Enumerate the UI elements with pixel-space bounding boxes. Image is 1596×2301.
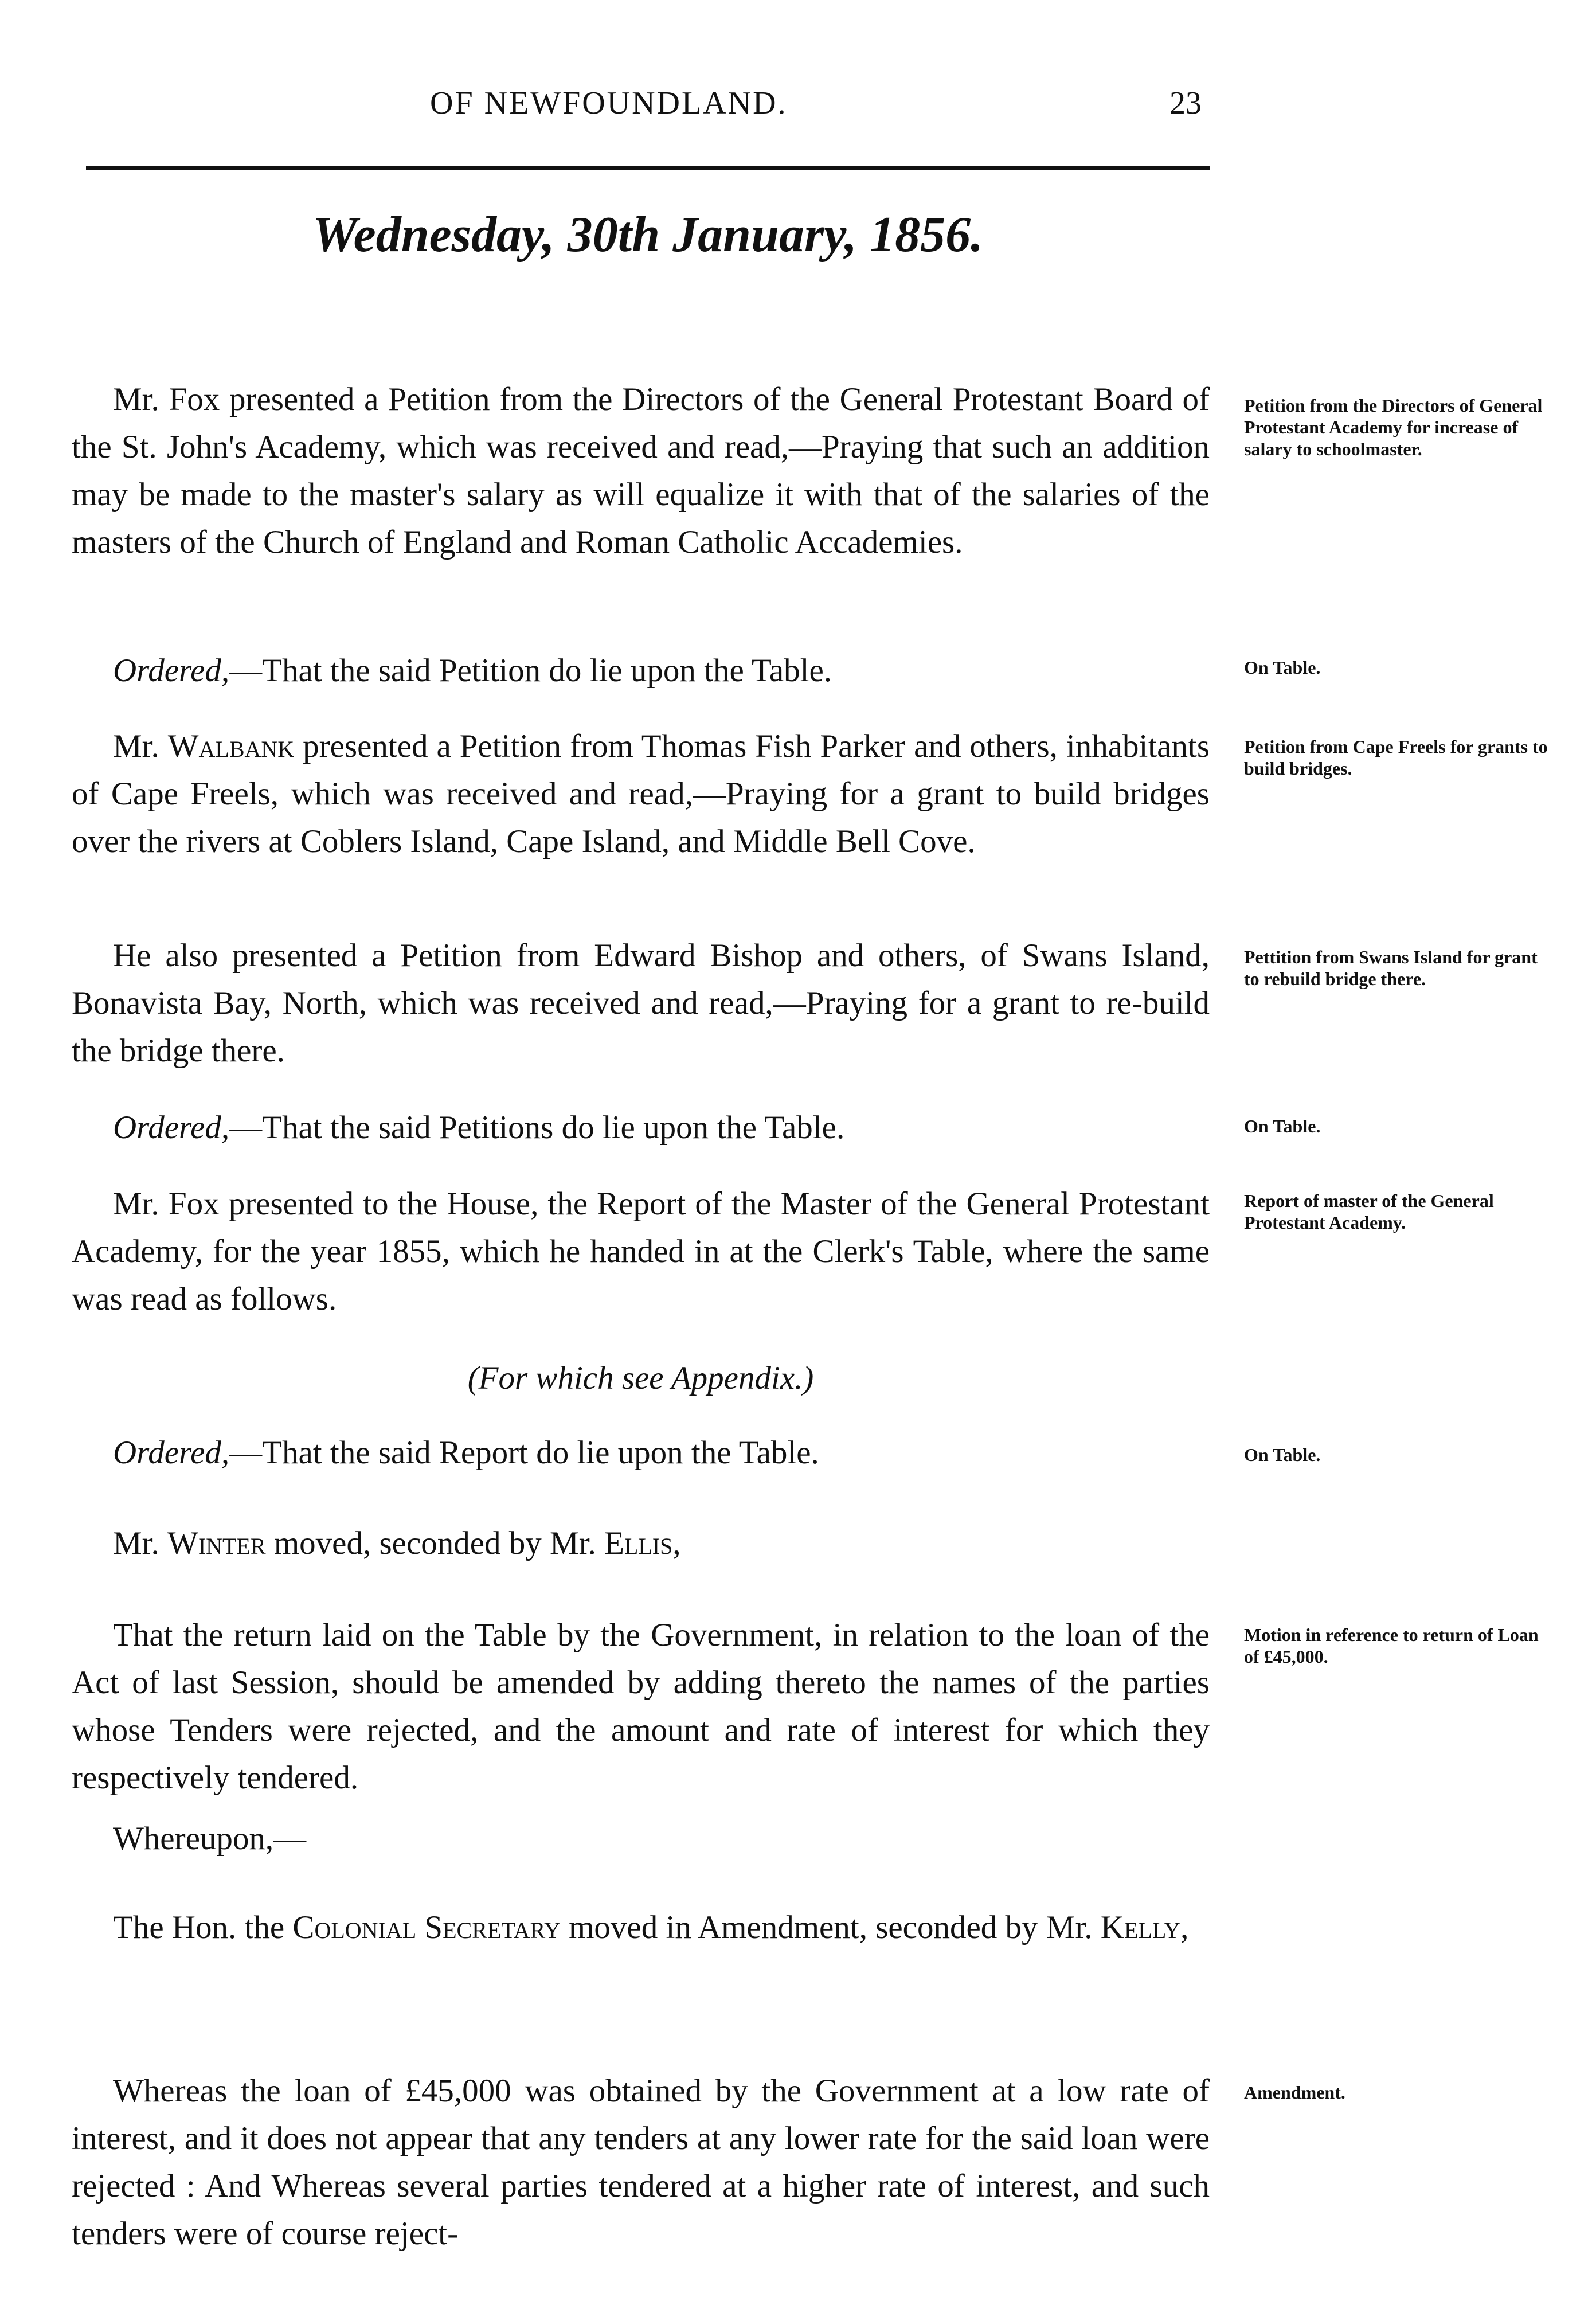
member-name: Kelly — [1100, 1909, 1181, 1946]
running-title: OF NEWFOUNDLAND. — [430, 85, 788, 121]
paragraph-academy-petition — [72, 376, 1210, 566]
paragraph-text: —That the said Petition do lie upon the Table. — [229, 653, 832, 689]
ordered-label: Ordered, — [113, 1435, 230, 1471]
margin-note-swans-island: Pettition from Swans Island for grant to rebuild bridge there. — [1244, 947, 1538, 989]
margin-note-academy-petition: Petition from the Directors of General Protestant Academy for increase of salary to schoolmaster. — [1244, 395, 1543, 459]
paragraph-cape-freels-petition: Mr. Walbank presented a Petition from Thomas Fish Parker and others, inhabitants of Cape Freels, which was received and read,—Praying for a grant to build bridges over the rivers at Coblers Island, Cape Island, and Middle Bell Cove. — [72, 728, 1210, 860]
paragraph-ordered-table-1 — [72, 647, 1210, 694]
date-heading: Wednesday, 30th January, 1856. — [312, 207, 984, 263]
ordered-label: Ordered, — [113, 1110, 230, 1146]
paragraph-text: —That the said Petitions do lie upon the Table. — [229, 1110, 845, 1146]
appendix-reference-text: (For which see Appendix.) — [467, 1360, 814, 1396]
paragraph-whereas-loan — [72, 2067, 1210, 2257]
member-name: Walbank — [167, 728, 295, 764]
margin-note-on-table-1: On Table. — [1244, 657, 1321, 678]
margin-note-loan-motion: Motion in reference to return of Loan of £45,000. — [1244, 1624, 1539, 1667]
paragraph-text: Mr. Fox presented to the House, the Report of the Master of the General Protestant Academy, for the year 1855, which he handed in at the Clerk's Table, where the same was read as follows. — [72, 1186, 1210, 1317]
paragraph-ordered-table-2 — [72, 1104, 1210, 1151]
paragraph-text: That the return laid on the Table by the Government, in relation to the loan of the Act of last Session, should be amended by adding thereto the names of the parties whose Tenders were rejected, and the amount and rate of interest for which they respectively tendered. — [72, 1617, 1210, 1796]
margin-note-cape-freels: Petition from Cape Freels for grants to build bridges. — [1244, 736, 1548, 779]
paragraph-text: Whereas the loan of £45,000 was obtained by the Government at a low rate of interest, and it does not appear that any tenders at any lower rate for the said loan were rejected : And Whereas several parties tendered at a higher rate of interest, and such tenders were of course reject- — [72, 2073, 1210, 2252]
margin-note-amendment: Amendment. — [1244, 2082, 1345, 2103]
member-name: Colonial Secretary — [292, 1909, 561, 1946]
paragraph-winter-motion: Mr. Winter moved, seconded by Mr. Ellis, — [113, 1525, 681, 1561]
margin-note-on-table-2: On Table. — [1244, 1116, 1321, 1136]
paragraph-academy-report — [72, 1180, 1210, 1323]
header-rule — [86, 166, 1210, 170]
paragraph-text: Mr. Fox presented a Petition from the Directors of the General Protestant Board of the St. John's Academy, which was received and read,—Praying that such an addition may be made to the master's salary as will equalize it with that of the salaries of the masters of the Church of England and Roman Catholic Accademies. — [72, 381, 1210, 560]
margin-note-on-table-3: On Table. — [1244, 1444, 1321, 1465]
paragraph-whereupon — [72, 1815, 1210, 1862]
paragraph-ordered-table-3 — [72, 1429, 1210, 1476]
paragraph-text: —That the said Report do lie upon the Table. — [229, 1435, 819, 1471]
running-head — [0, 80, 1596, 126]
paragraph-amendment-motion: The Hon. the Colonial Secretary moved in Amendment, seconded by Mr. Kelly, — [113, 1909, 1189, 1946]
member-name: Winter — [167, 1525, 266, 1561]
margin-note-academy-report: Report of master of the General Protestant Academy. — [1244, 1190, 1494, 1233]
paragraph-text: Whereupon,— — [113, 1821, 307, 1857]
appendix-reference — [72, 1354, 1210, 1402]
paragraph-text: presented a Petition from Thomas Fish Parker and others, inhabitants of Cape Freels, which was received and read,—Praying for a grant to build bridges over the rivers at Coblers Island, Cape Island, and Middle Bell Cove. — [72, 728, 1210, 860]
paragraph-swans-island-petition — [72, 932, 1210, 1075]
member-name: Ellis — [604, 1525, 673, 1561]
paragraph-loan-return — [72, 1611, 1210, 1802]
ordered-label: Ordered, — [113, 653, 230, 689]
page-number: 23 — [1169, 85, 1202, 121]
paragraph-text: He also presented a Petition from Edward Bishop and others, of Swans Island, Bonavista Bay, North, which was received and read,—Praying for a grant to re-build the bridge there. — [72, 937, 1210, 1069]
